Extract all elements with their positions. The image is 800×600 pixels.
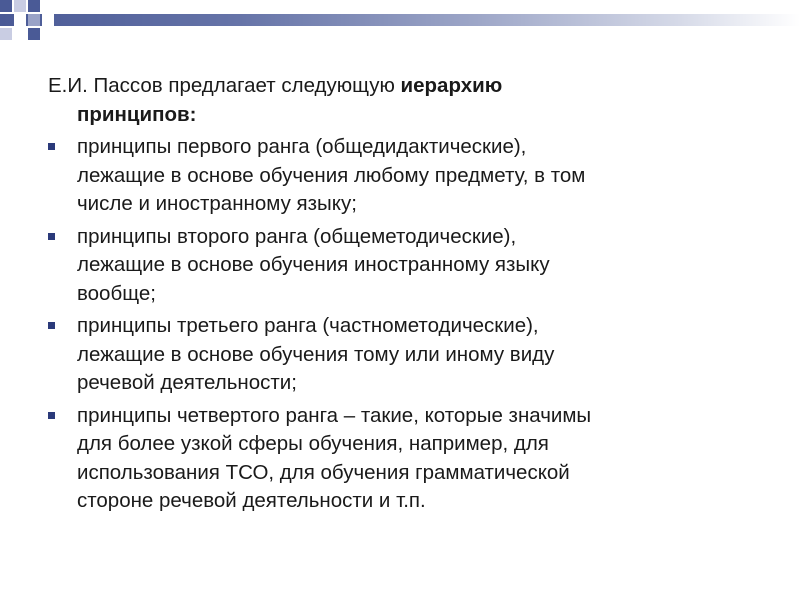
list-item bbox=[48, 223, 748, 309]
list-line: вообще; bbox=[77, 281, 156, 305]
list-line: числе и иностранному языку; bbox=[77, 192, 357, 215]
list-line: принципы первого ранга (общедидактические), bbox=[77, 135, 527, 158]
list-item bbox=[48, 402, 748, 516]
list-line: лежащие в основе обучения иностранному языку bbox=[77, 253, 550, 276]
decor-square bbox=[42, 14, 54, 26]
slide-body bbox=[48, 72, 748, 520]
square-bullet-icon bbox=[48, 322, 55, 329]
top-decoration-bar bbox=[0, 14, 800, 26]
list-line: речевой деятельности; bbox=[77, 371, 297, 394]
principles-list bbox=[48, 133, 748, 516]
list-line: для более узкой сферы обучения, например, для bbox=[77, 432, 549, 455]
decor-square bbox=[28, 0, 40, 12]
decor-square bbox=[0, 0, 12, 12]
square-bullet-icon bbox=[48, 233, 55, 240]
list-line: принципы второго ранга (общеметодические), bbox=[77, 224, 517, 248]
list-item bbox=[48, 133, 748, 219]
list-line: принципы третьего ранга (частнометодические), bbox=[77, 314, 539, 337]
intro-bold-word: иерархию bbox=[400, 74, 503, 97]
list-line: принципы четвертого ранга – такие, которые значимы bbox=[77, 403, 592, 427]
list-line: лежащие в основе обучения любому предмету, в том bbox=[77, 163, 586, 187]
decor-square bbox=[0, 28, 12, 40]
intro-text: Е.И. Пассов предлагает следующую bbox=[48, 74, 401, 97]
list-item bbox=[48, 312, 748, 398]
decor-square bbox=[14, 28, 26, 40]
intro-paragraph bbox=[48, 72, 748, 129]
list-line: стороне речевой деятельности и т.п. bbox=[77, 489, 426, 512]
square-bullet-icon bbox=[48, 412, 55, 419]
list-line: использования ТСО, для обучения грамматической bbox=[77, 460, 570, 484]
decor-square bbox=[14, 14, 26, 26]
decor-square bbox=[28, 28, 40, 40]
decor-square bbox=[28, 14, 40, 26]
decor-square bbox=[14, 0, 26, 12]
intro-bold-continuation: принципов: bbox=[77, 102, 197, 126]
square-bullet-icon bbox=[48, 143, 55, 150]
list-line: лежащие в основе обучения тому или иному виду bbox=[77, 342, 555, 366]
